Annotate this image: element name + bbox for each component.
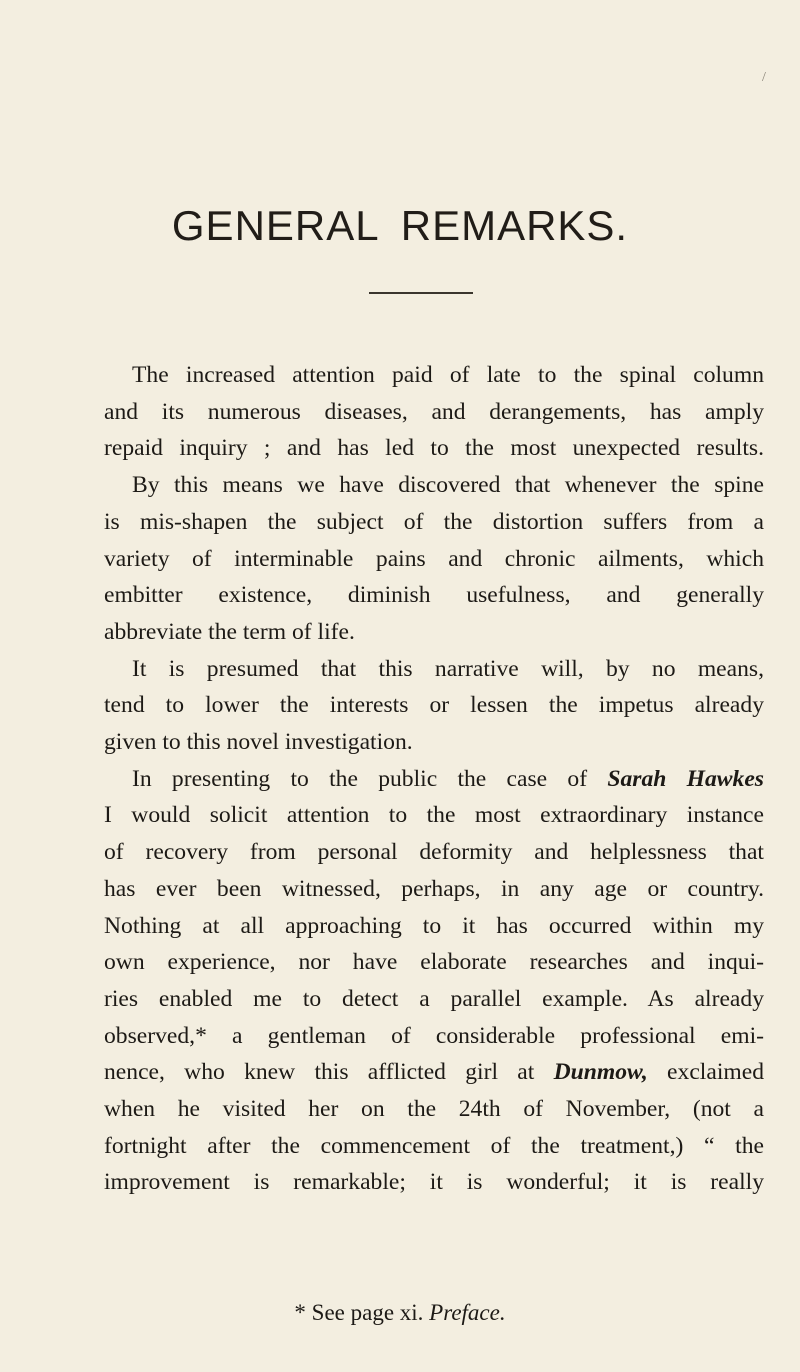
text-line-content: observed,* a gentleman of considerable professional emi- bbox=[104, 1022, 764, 1049]
text-line bbox=[104, 1054, 764, 1091]
text-line bbox=[104, 797, 764, 834]
text-line bbox=[104, 541, 764, 578]
footnote bbox=[0, 1300, 800, 1326]
text-line-content: I would solicit attention to the most extraordinary instance bbox=[104, 802, 764, 829]
text-line-content: has ever been witnessed, perhaps, in any age or country. bbox=[104, 875, 764, 902]
text-line bbox=[104, 981, 764, 1018]
text-line bbox=[104, 504, 764, 541]
text-line bbox=[104, 651, 764, 688]
text-line-content: when he visited her on the 24th of November, (not a bbox=[104, 1096, 764, 1123]
text-line bbox=[104, 577, 764, 614]
text-line bbox=[104, 944, 764, 981]
text-line bbox=[104, 614, 764, 651]
text-line bbox=[104, 1128, 764, 1165]
text-line-content: of recovery from personal deformity and helplessness that bbox=[104, 839, 764, 866]
text-line bbox=[104, 908, 764, 945]
italic-name: Sarah Hawkes bbox=[607, 765, 764, 792]
text-line-content: It is presumed that this narrative will, by no means, bbox=[132, 655, 764, 682]
section-heading: GENERAL REMARKS. bbox=[171, 202, 629, 249]
text-line-content: In presenting to the public the case of bbox=[132, 765, 608, 792]
text-line bbox=[104, 834, 764, 871]
text-line bbox=[104, 687, 764, 724]
text-line-content: own experience, nor have elaborate researches and inqui- bbox=[104, 949, 764, 976]
text-line-tail: exclaimed bbox=[647, 1059, 764, 1086]
text-line-content: given to this novel investigation. bbox=[104, 729, 413, 756]
text-line bbox=[104, 357, 764, 394]
text-line-content: fortnight after the commencement of the treatment,) “ the bbox=[104, 1132, 764, 1159]
text-line-content: is mis-shapen the subject of the distortion suffers from a bbox=[104, 508, 764, 535]
text-line bbox=[104, 467, 764, 504]
text-line bbox=[104, 761, 764, 798]
text-line-content: variety of interminable pains and chronic ailments, which bbox=[104, 545, 764, 572]
text-line-content: abbreviate the term of life. bbox=[104, 618, 355, 645]
corner-mark: / bbox=[762, 70, 766, 85]
footnote-reference: * See page xi. bbox=[294, 1300, 424, 1325]
text-line-content: improvement is remarkable; it is wonderful; it is really bbox=[104, 1169, 764, 1196]
text-line bbox=[104, 430, 764, 467]
footnote-preface-label: Preface. bbox=[429, 1300, 506, 1325]
text-line-content: nence, who knew this afflicted girl at bbox=[104, 1059, 554, 1086]
text-line bbox=[104, 724, 764, 761]
text-line-content: repaid inquiry ; and has led to the most unexpected results. bbox=[104, 435, 764, 462]
text-line bbox=[104, 1018, 764, 1055]
text-line-content: The increased attention paid of late to the spinal column bbox=[132, 362, 764, 388]
text-line bbox=[104, 871, 764, 908]
italic-name: Dunmow, bbox=[553, 1059, 648, 1086]
text-line-content: Nothing at all approaching to it has occurred within my bbox=[104, 912, 764, 939]
text-line-content: ries enabled me to detect a parallel example. As already bbox=[104, 985, 764, 1012]
text-line-content: embitter existence, diminish usefulness, and generally bbox=[104, 582, 764, 609]
text-line-content: and its numerous diseases, and derangements, has amply bbox=[104, 398, 764, 425]
body-text bbox=[104, 357, 764, 1201]
text-line-content: By this means we have discovered that whenever the spine bbox=[132, 472, 764, 499]
text-line-content: tend to lower the interests or lessen the impetus already bbox=[104, 692, 764, 719]
text-line bbox=[104, 394, 764, 431]
text-line bbox=[104, 1164, 764, 1201]
ornamental-rule bbox=[369, 292, 473, 294]
text-line bbox=[104, 1091, 764, 1128]
